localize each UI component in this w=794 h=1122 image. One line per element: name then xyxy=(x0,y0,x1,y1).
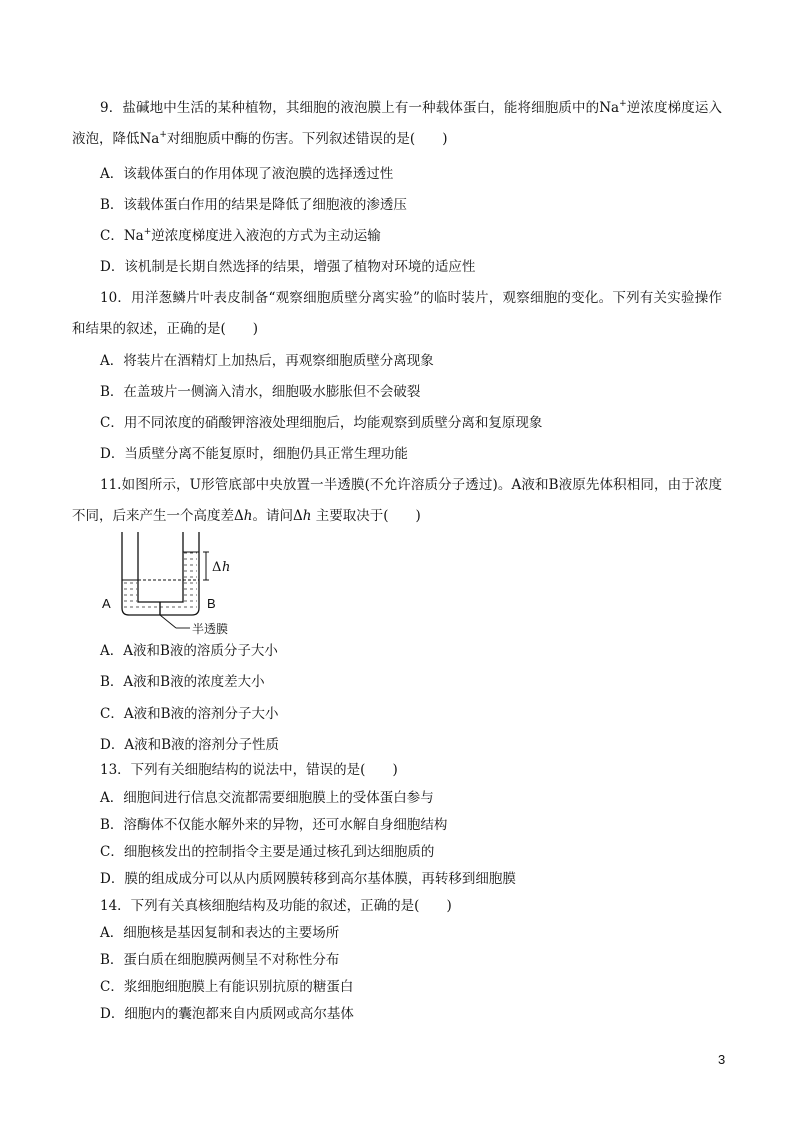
u-tube-svg xyxy=(100,532,270,638)
q14-option-d: D．细胞内的囊泡都来自内质网或高尔基体 xyxy=(100,1006,354,1022)
tube-inner-wall xyxy=(138,532,183,602)
page-number: 3 xyxy=(718,1052,726,1067)
q14-option-b: B．蛋白质在细胞膜两侧呈不对称性分布 xyxy=(100,952,340,968)
q10-option-c: C．用不同浓度的硝酸钾溶液处理细胞后，均能观察到质壁分离和复原现象 xyxy=(100,415,543,431)
q9-option-d: D．该机制是长期自然选择的结果，增强了植物对环境的适应性 xyxy=(100,259,476,275)
q13-option-d: D．膜的组成成分可以从内质网膜转移到高尔基体膜，再转移到细胞膜 xyxy=(100,871,516,887)
q11-stem: 11.如图所示，U形管底部中央放置一半透膜(不允许溶质分子透过)。A液和B液原先体积相同，由于浓度不同，后来产生一个高度差Δh。请问Δh 主要取决于( ) xyxy=(72,477,722,524)
q14-stem: 14．下列有关真核细胞结构及功能的叙述，正确的是( ) xyxy=(100,898,452,914)
q14-option-c: C．浆细胞细胞膜上有能识别抗原的糖蛋白 xyxy=(100,979,354,995)
q13-option-a: A．细胞间进行信息交流都需要细胞膜上的受体蛋白参与 xyxy=(100,790,434,806)
label-membrane: 半透膜 xyxy=(192,622,229,636)
q10-option-b: B．在盖玻片一侧滴入清水，细胞吸水膨胀但不会破裂 xyxy=(100,384,421,400)
q9-option-c: C．Na+逆浓度梯度进入液泡的方式为主动运输 xyxy=(100,227,381,244)
u-tube-diagram xyxy=(100,532,270,642)
q10-stem: 10．用洋葱鳞片叶表皮制备“观察细胞质壁分离实验”的临时装片，观察细胞的变化。下列有关实验操作和结果的叙述，正确的是( ) xyxy=(72,290,722,337)
q14-option-a: A．细胞核是基因复制和表达的主要场所 xyxy=(100,925,340,941)
membrane-leader xyxy=(160,615,176,628)
q9-stem: 9．盐碱地中生活的某种植物，其细胞的液泡膜上有一种载体蛋白，能将细胞质中的Na+逆浓度梯度运入液泡，降低Na+对细胞质中酶的伤害。下列叙述错误的是( ) xyxy=(72,99,722,147)
q13-option-b: B．溶酶体不仅能水解外来的异物，还可水解自身细胞结构 xyxy=(100,817,448,833)
q9-number: 9． xyxy=(100,100,123,116)
label-delta: Δ xyxy=(212,560,222,575)
q11-option-c: C．A液和B液的溶剂分子大小 xyxy=(100,706,279,722)
liquid-a-left-arm xyxy=(124,580,137,602)
q9-option-a: A．该载体蛋白的作用体现了液泡膜的选择透过性 xyxy=(100,166,394,182)
q11-option-b: B．A液和B液的浓度差大小 xyxy=(100,674,265,690)
q11-option-d: D．A液和B液的溶剂分子性质 xyxy=(100,737,279,753)
label-delta-h: h xyxy=(222,560,231,575)
q10-option-a: A．将装片在酒精灯上加热后，再观察细胞质壁分离现象 xyxy=(100,353,434,369)
label-b: B xyxy=(207,596,216,611)
q9-option-b: B．该载体蛋白作用的结果是降低了细胞液的渗透压 xyxy=(100,197,407,213)
q11-option-a: A．A液和B液的溶质分子大小 xyxy=(100,643,278,659)
q13-stem: 13．下列有关细胞结构的说法中，错误的是( ) xyxy=(100,762,398,778)
label-a: A xyxy=(102,596,111,611)
liquid-b-right-arm xyxy=(184,552,197,602)
q10-option-d: D．当质壁分离不能复原时，细胞仍具正常生理功能 xyxy=(100,446,408,462)
q13-option-c: C．细胞核发出的控制指令主要是通过核孔到达细胞质的 xyxy=(100,844,435,860)
